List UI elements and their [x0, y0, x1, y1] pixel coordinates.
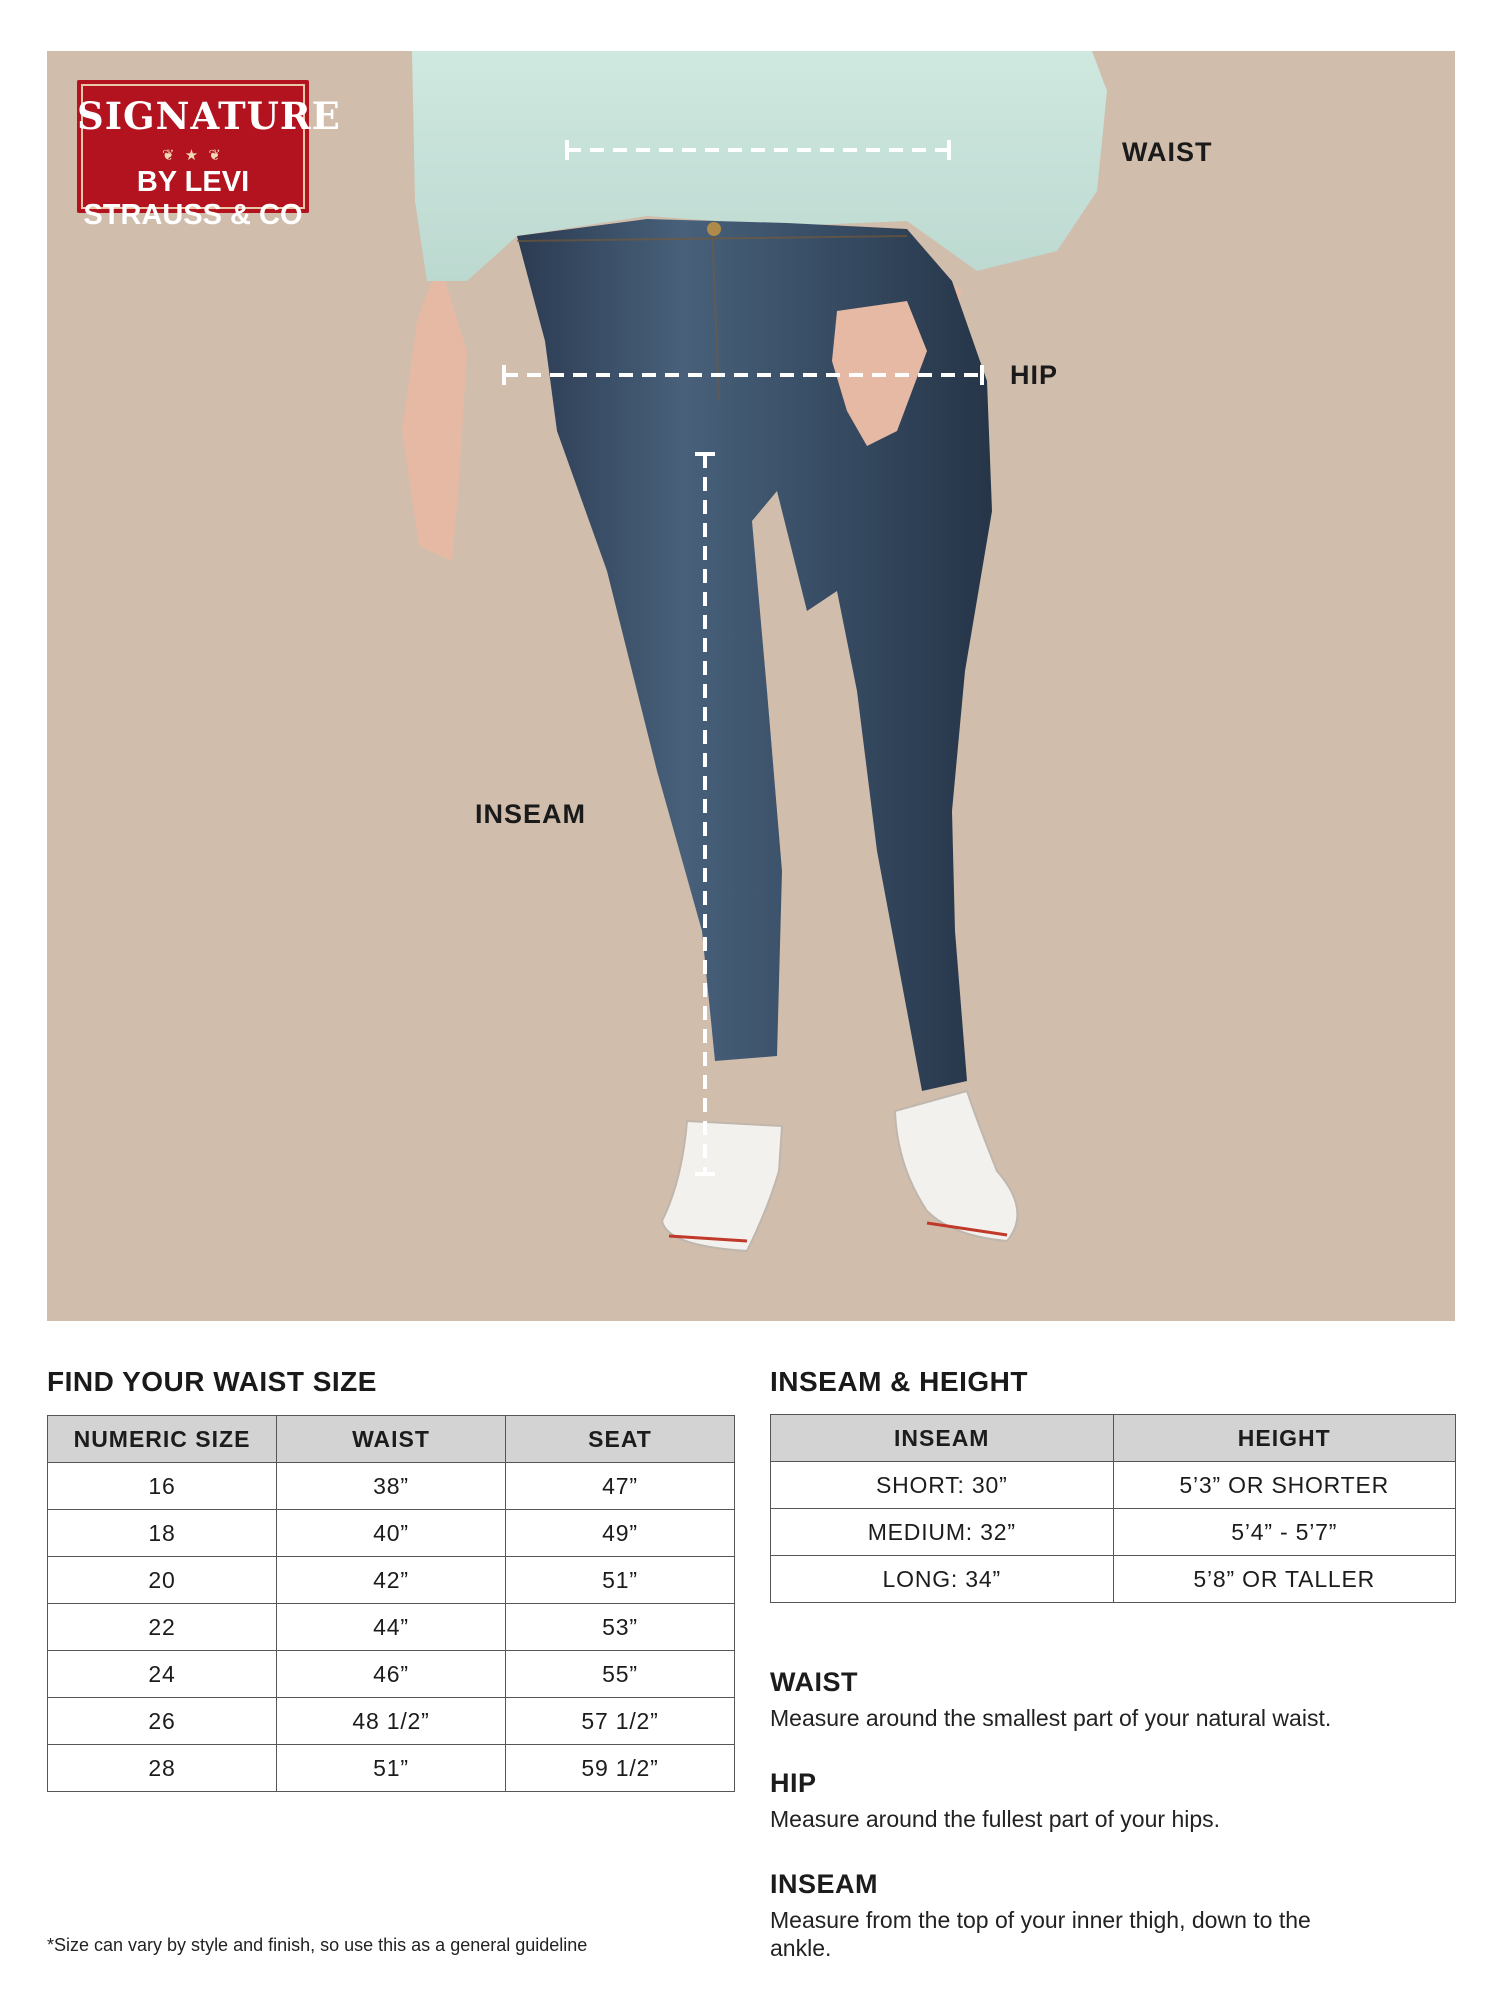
cell-size: 22 — [48, 1604, 277, 1651]
inseam-table-title: INSEAM & HEIGHT — [770, 1366, 1028, 1397]
cell-seat: 59 1/2” — [506, 1745, 735, 1792]
cell-waist: 51” — [277, 1745, 506, 1792]
cell-height: 5’3” OR SHORTER — [1113, 1462, 1456, 1509]
inseam-height-table — [770, 1414, 1456, 1603]
cell-seat: 57 1/2” — [506, 1698, 735, 1745]
cell-seat: 51” — [506, 1557, 735, 1604]
cell-size: 18 — [48, 1510, 277, 1557]
waist-table-title: FIND YOUR WAIST SIZE — [47, 1366, 377, 1397]
cell-height: 5’4” - 5’7” — [1113, 1509, 1456, 1556]
cell-waist: 38” — [277, 1463, 506, 1510]
cell-waist: 46” — [277, 1651, 506, 1698]
cell-seat: 55” — [506, 1651, 735, 1698]
table-header-row — [48, 1416, 735, 1463]
table-row — [48, 1651, 735, 1698]
table-row — [48, 1510, 735, 1557]
cell-waist: 40” — [277, 1510, 506, 1557]
cell-seat: 47” — [506, 1463, 735, 1510]
table-row — [771, 1462, 1456, 1509]
cell-height: 5’8” OR TALLER — [1113, 1556, 1456, 1603]
table-header-row — [771, 1415, 1456, 1462]
cell-waist: 44” — [277, 1604, 506, 1651]
cell-size: 20 — [48, 1557, 277, 1604]
inseam-note-text: Measure from the top of your inner thigh, down to the ankle. — [770, 1907, 1311, 1961]
inseam-label: INSEAM — [475, 799, 587, 829]
header-inseam: INSEAM — [771, 1415, 1114, 1462]
header-waist: WAIST — [277, 1416, 506, 1463]
model-jeans-illustration — [47, 51, 1455, 1321]
table-row — [771, 1556, 1456, 1603]
hip-label: HIP — [1010, 360, 1059, 390]
logo-line-1: SIGNATURE — [77, 94, 341, 138]
header-height: HEIGHT — [1113, 1415, 1456, 1462]
cell-waist: 48 1/2” — [277, 1698, 506, 1745]
table-row — [48, 1557, 735, 1604]
cell-seat: 53” — [506, 1604, 735, 1651]
table-row — [48, 1604, 735, 1651]
cell-size: 24 — [48, 1651, 277, 1698]
table-row — [48, 1745, 735, 1792]
table-row — [48, 1463, 735, 1510]
hip-note-title: HIP — [770, 1768, 817, 1798]
cell-inseam: LONG: 34” — [771, 1556, 1114, 1603]
header-numeric-size: NUMERIC SIZE — [48, 1416, 277, 1463]
cell-size: 16 — [48, 1463, 277, 1510]
hip-note-text: Measure around the fullest part of your hips. — [770, 1806, 1221, 1832]
inseam-note-title: INSEAM — [770, 1869, 879, 1899]
size-disclaimer: *Size can vary by style and finish, so use this as a general guideline — [47, 1935, 588, 1955]
logo-line-3: BY LEVI STRAUSS & CO — [83, 166, 303, 231]
hero-image — [47, 51, 1455, 1321]
cell-seat: 49” — [506, 1510, 735, 1557]
cell-inseam: MEDIUM: 32” — [771, 1509, 1114, 1556]
waist-note-title: WAIST — [770, 1667, 858, 1697]
table-row — [771, 1509, 1456, 1556]
signature-levi-strauss-logo — [77, 80, 341, 231]
waist-label: WAIST — [1122, 137, 1213, 167]
table-row — [48, 1698, 735, 1745]
waist-size-table — [47, 1415, 735, 1792]
cell-size: 28 — [48, 1745, 277, 1792]
cell-size: 26 — [48, 1698, 277, 1745]
cell-waist: 42” — [277, 1557, 506, 1604]
cell-inseam: SHORT: 30” — [771, 1462, 1114, 1509]
header-seat: SEAT — [506, 1416, 735, 1463]
waist-note-text: Measure around the smallest part of your natural waist. — [770, 1705, 1332, 1731]
logo-ornament: ❦ ★ ❦ — [162, 147, 224, 164]
